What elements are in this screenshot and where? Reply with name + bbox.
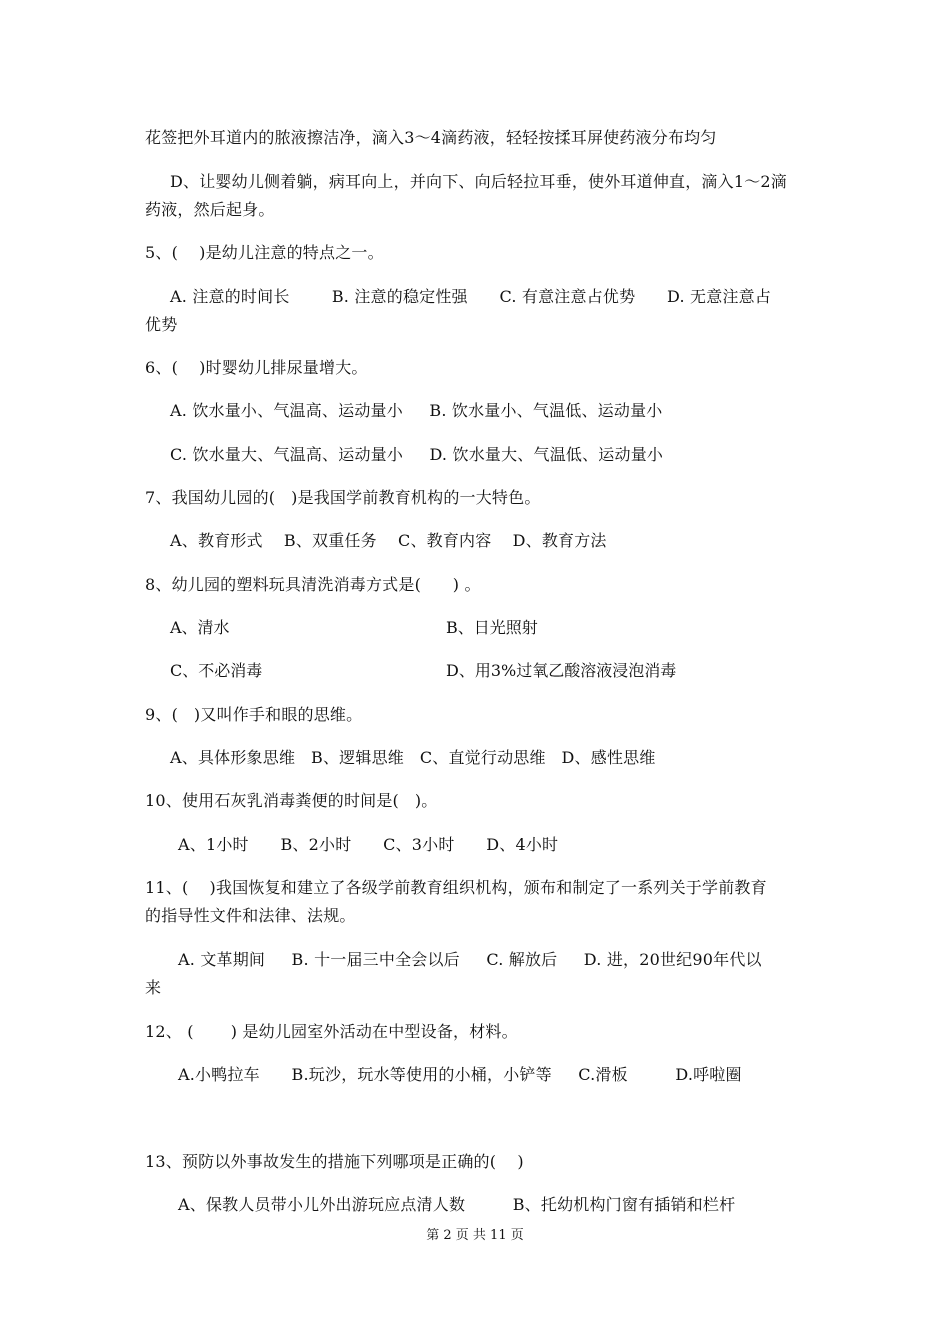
question-5: 5、( )是幼儿注意的特点之一。	[145, 243, 384, 262]
question-5-options-cont: 优势	[145, 315, 178, 334]
question-10-options: A、1小时 B、2小时 C、3小时 D、4小时	[178, 835, 559, 854]
text-line: D、让婴幼儿侧着躺，病耳向上，并向下、向后轻拉耳垂，使外耳道伸直，滴入1～2滴	[170, 172, 787, 191]
question-5-options: A. 注意的时间长 B. 注意的稳定性强 C. 有意注意占优势 D. 无意注意占	[170, 287, 772, 306]
question-10: 10、使用石灰乳消毒粪便的时间是( )。	[145, 791, 438, 810]
question-12: 12、 ( ) 是幼儿园室外活动在中型设备，材料。	[145, 1022, 518, 1041]
question-8: 8、幼儿园的塑料玩具清洗消毒方式是( ) 。	[145, 575, 481, 594]
text-line: 药液，然后起身。	[145, 200, 275, 219]
question-11: 11、( )我国恢复和建立了各级学前教育组织机构，颁布和制定了一系列关于学前教育	[145, 878, 767, 897]
page-footer: 第 2 页 共 11 页	[426, 1228, 524, 1243]
question-13-options: A、保教人员带小儿外出游玩应点清人数 B、托幼机构门窗有插销和栏杆	[178, 1195, 736, 1214]
question-11-options-cont: 来	[145, 978, 162, 997]
question-13: 13、预防以外事故发生的措施下列哪项是正确的( )	[145, 1152, 524, 1171]
question-11-options: A. 文革期间 B. 十一届三中全会以后 C. 解放后 D. 进，20世纪90年代以	[178, 950, 762, 969]
question-11-cont: 的指导性文件和法律、法规。	[145, 906, 356, 925]
question-6-options-cd: C. 饮水量大、气温高、运动量小 D. 饮水量大、气温低、运动量小	[170, 445, 664, 464]
question-8-option-c: C、不必消毒	[170, 661, 263, 680]
question-7: 7、我国幼儿园的( )是我国学前教育机构的一大特色。	[145, 488, 541, 507]
question-8-option-a: A、清水	[170, 618, 230, 637]
question-7-options: A、教育形式 B、双重任务 C、教育内容 D、教育方法	[170, 531, 607, 550]
question-8-option-b: B、日光照射	[446, 618, 538, 637]
question-9-options: A、具体形象思维 B、逻辑思维 C、直觉行动思维 D、感性思维	[170, 748, 656, 767]
question-6: 6、( )时婴幼儿排尿量增大。	[145, 358, 368, 377]
question-9: 9、( )又叫作手和眼的思维。	[145, 705, 363, 724]
question-6-options-ab: A. 饮水量小、气温高、运动量小 B. 饮水量小、气温低、运动量小	[170, 401, 663, 420]
question-8-option-d: D、用3%过氧乙酸溶液浸泡消毒	[446, 661, 677, 680]
question-12-options: A.小鸭拉车 B.玩沙，玩水等使用的小桶，小铲等 C.滑板 D.呼啦圈	[178, 1065, 742, 1084]
text-line: 花签把外耳道内的脓液擦洁净，滴入3～4滴药液，轻轻按揉耳屏使药液分布均匀	[145, 128, 717, 147]
